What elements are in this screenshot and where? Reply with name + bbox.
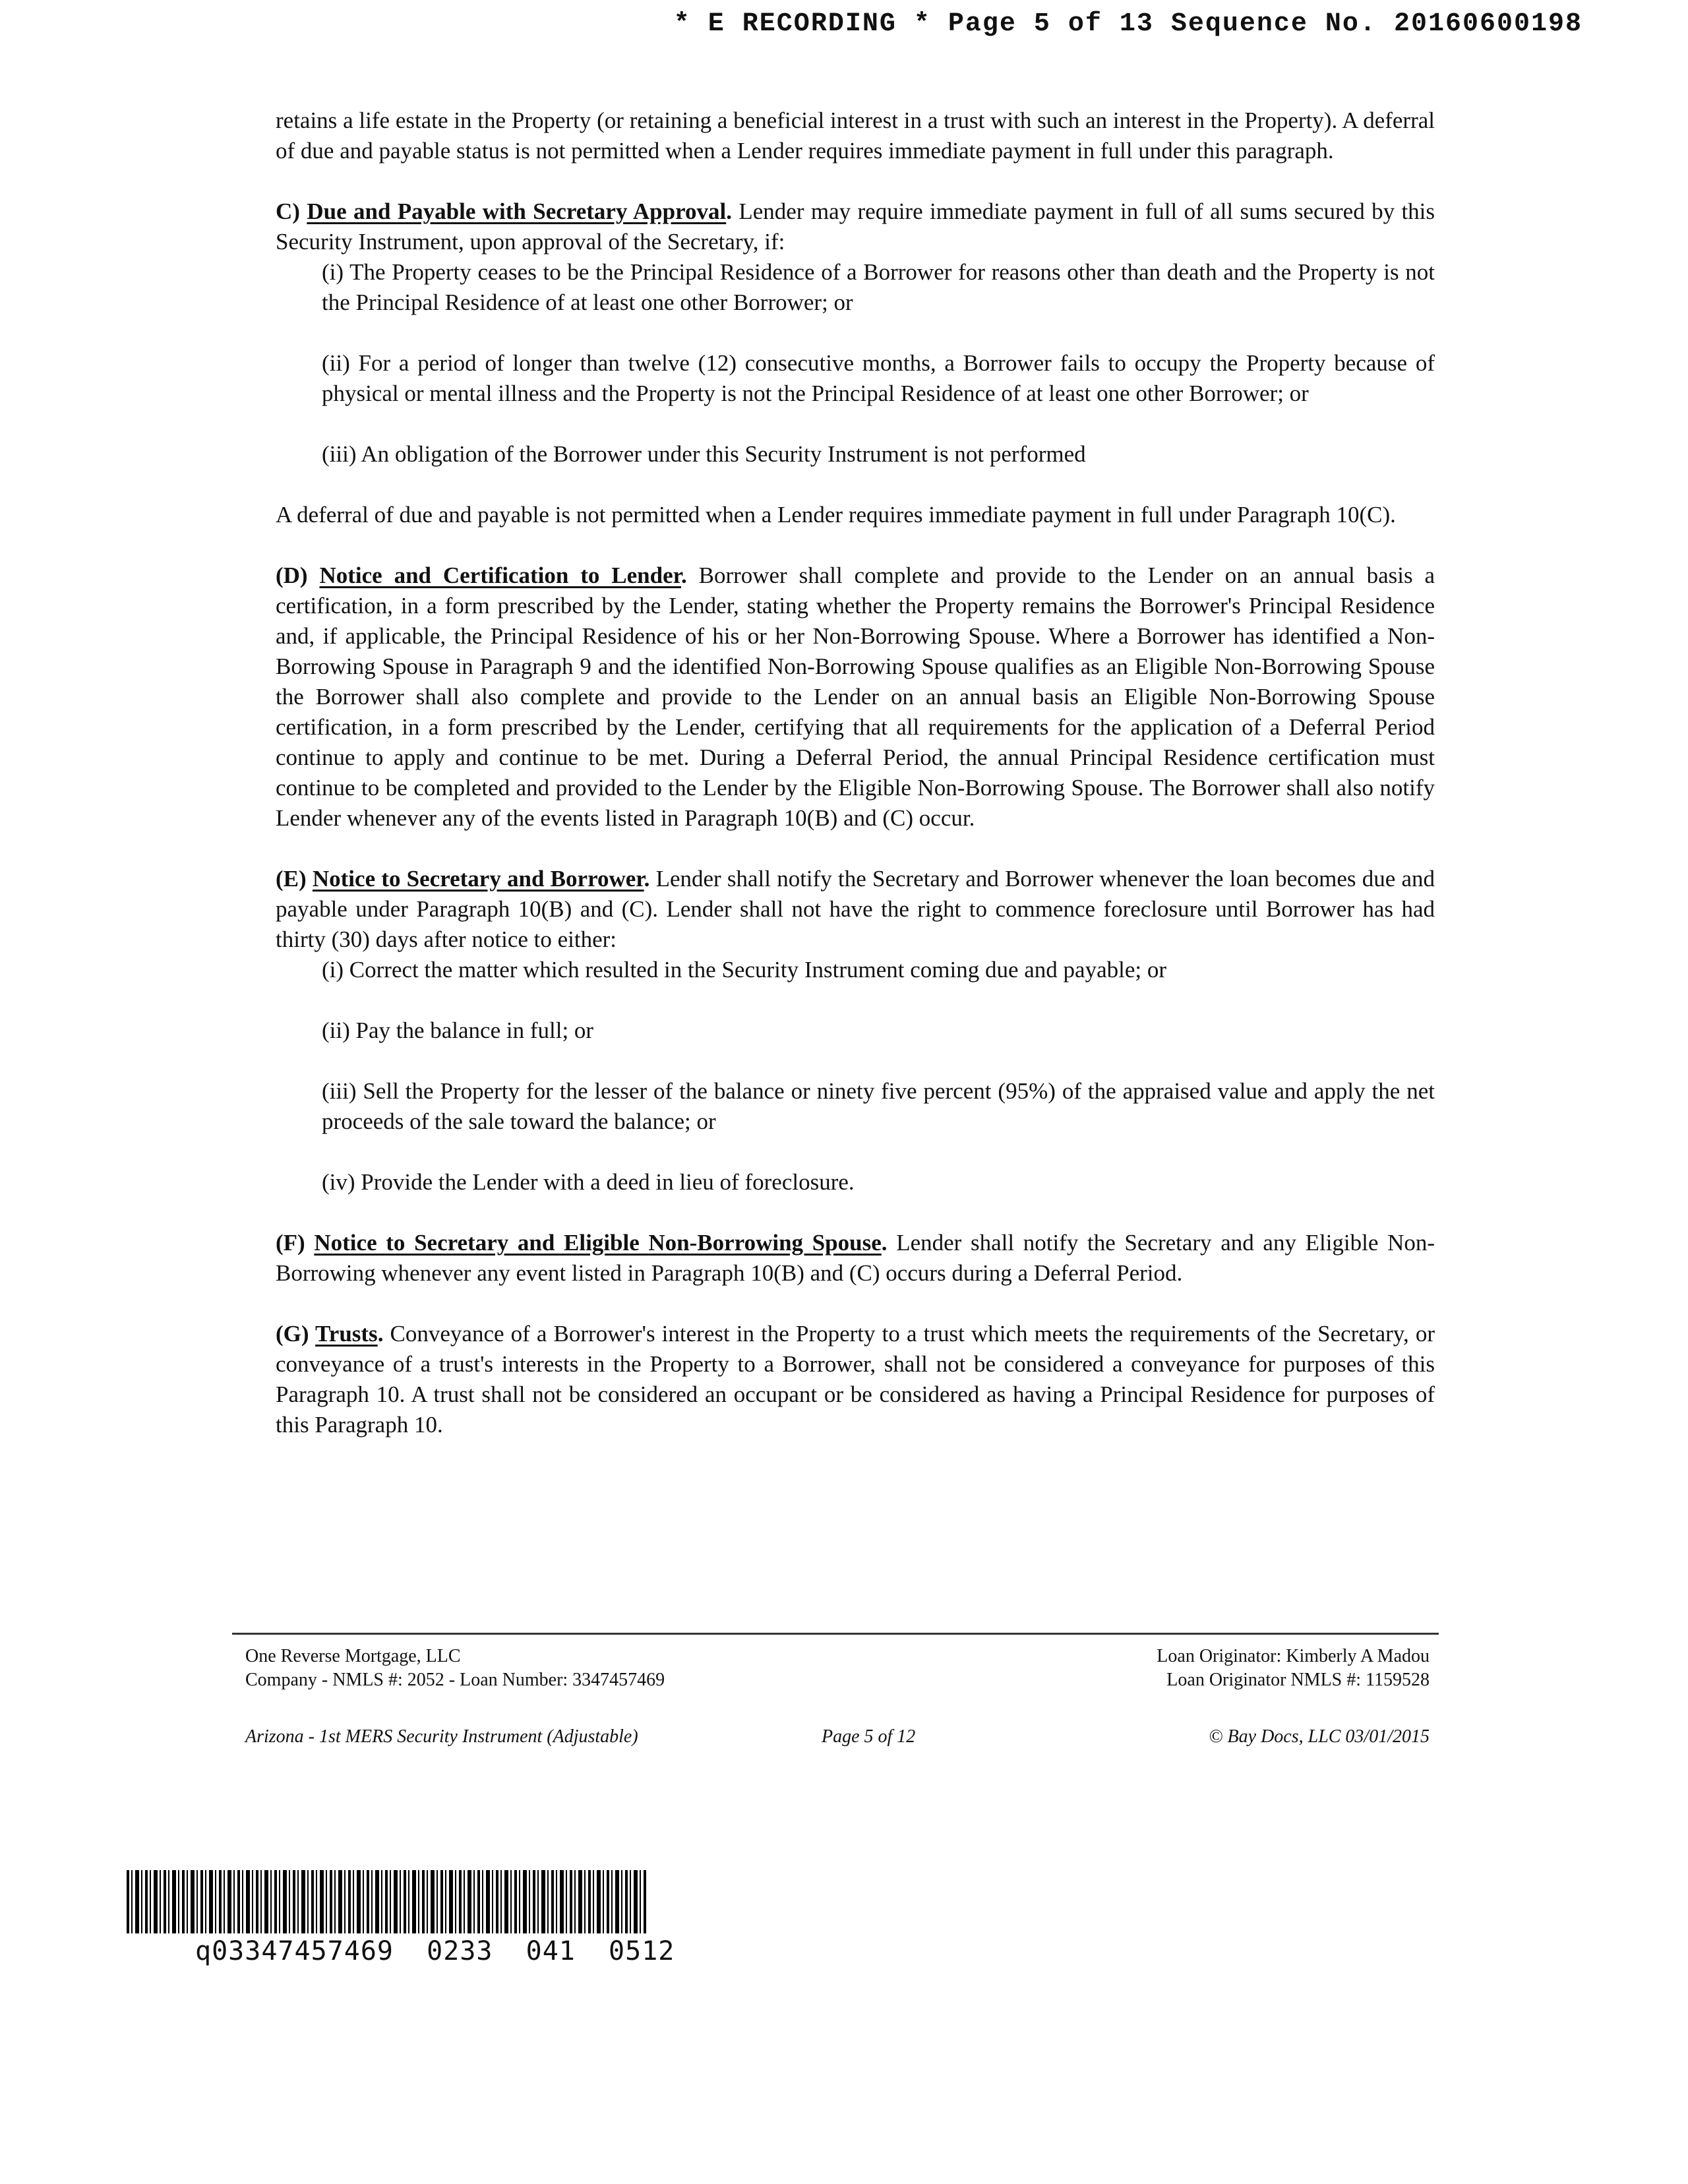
section-c-closing: A deferral of due and payable is not permitted when a Lender requires immediate payment in full under Paragraph 10(C). xyxy=(276,502,1396,528)
section-d-title: Notice and Certification to Lender xyxy=(319,562,681,588)
section-e-title: Notice to Secretary and Borrower xyxy=(312,866,644,892)
section-e: (E) Notice to Secretary and Borrower. Lender shall notify the Secretary and Borrower whenever the loan becomes due and payable under Paragraph 10(B) and (C). Lender shall not have the right to commence foreclosure until Borrower has had thirty (30) days after notice to either: (i) Correct the matter which resulted in the Security Instrument coming due and payable; or (ii) Pay the balance in full; or (iii) Sell the Property for the lesser of the balance or ninety five percent (95%) of the appraised value and apply the net proceeds of the sale toward the balance; or (iv) Provide the Lender with a deed in lieu of foreclosure. xyxy=(276,864,1435,1198)
section-f-text: Lender shall notify the Secretary and any Eligible Non-Borrowing whenever any event listed in Paragraph 10(B) and (C) occurs during a Deferral Period. xyxy=(276,1230,1435,1286)
section-e-list xyxy=(276,955,1435,1198)
list-item: (ii) Pay the balance in full; or xyxy=(322,1017,594,1043)
section-d-label: (D) xyxy=(276,562,308,588)
section-g: (G) Trusts. Conveyance of a Borrower's interest in the Property to a trust which meets the requirements of the Secretary, or conveyance of a trust's interests in the Property to a Borrower, shall not be considered a conveyance for purposes of this Paragraph 10. A trust shall not be considered an occupant or be considered as having a Principal Residence for purposes of this Paragraph 10. xyxy=(276,1321,1435,1438)
barcode-number: q03347457469 0233 041 0512 xyxy=(195,1936,675,1966)
section-c-text: Lender may require immediate payment in full of all sums secured by this Security Instrument, upon approval of the Secretary, if: xyxy=(276,198,1435,255)
section-f-title: Notice to Secretary and Eligible Non-Borrowing Spouse xyxy=(314,1230,882,1256)
list-item: (i) Correct the matter which resulted in the Security Instrument coming due and payable; or xyxy=(322,957,1166,983)
section-c: C) Due and Payable with Secretary Approval. Lender may require immediate payment in full of all sums secured by this Security Instrument, upon approval of the Secretary, if: (i) The Property ceases to be the Principal Residence of a Borrower for reasons other than death and the Property is not the Principal Residence of at least one other Borrower; or (ii) For a period of longer than twelve (12) consecutive months, a Borrower fails to occupy the Property because of physical or mental illness and the Property is not the Principal Residence of at least one other Borrower; or (iii) An obligation of the Borrower under this Security Instrument is not performed xyxy=(276,197,1435,470)
list-item: (ii) For a period of longer than twelve (12) consecutive months, a Borrower fails to occupy the Property because of physical or mental illness and the Property is not the Principal Residence of at least one other Borrower; or xyxy=(322,350,1435,406)
list-item: (i) The Property ceases to be the Principal Residence of a Borrower for reasons other than death and the Property is not the Principal Residence of at least one other Borrower; or xyxy=(322,259,1435,315)
section-f: (F) Notice to Secretary and Eligible Non-Borrowing Spouse. Lender shall notify the Secretary and any Eligible Non-Borrowing whenever any event listed in Paragraph 10(B) and (C) occurs during a Deferral Period. xyxy=(276,1230,1435,1286)
list-item: (iii) An obligation of the Borrower under this Security Instrument is not performed xyxy=(322,441,1086,467)
section-g-label: (G) xyxy=(276,1321,309,1347)
footer-company-block xyxy=(245,1645,665,1692)
section-f-label: (F) xyxy=(276,1230,305,1256)
section-c-label: C) xyxy=(276,198,300,224)
document-body xyxy=(276,106,1435,1440)
barcode-image xyxy=(127,1870,648,1933)
page-number: Page 5 of 12 xyxy=(822,1726,916,1747)
company-name: One Reverse Mortgage, LLC xyxy=(245,1646,461,1666)
section-e-text: Lender shall notify the Secretary and Borrower whenever the loan becomes due and payable under Paragraph 10(B) and (C). Lender shall not have the right to commence foreclosure until Borrower has had thirty (30) days after notice to either: xyxy=(276,866,1435,952)
list-item: (iii) Sell the Property for the lesser of the balance or ninety five percent (95%) of the appraised value and apply the net proceeds of the sale toward the balance; or xyxy=(322,1078,1435,1134)
section-d-text: Borrower shall complete and provide to the Lender on an annual basis a certification, in a form prescribed by the Lender, stating whether the Property remains the Borrower's Principal Residence and, if applicable, the Principal Residence of his or her Non-Borrowing Spouse. Where a Borrower has identified a Non-Borrowing Spouse in Paragraph 9 and the identified Non-Borrowing Spouse qualifies as an Eligible Non-Borrowing Spouse the Borrower shall also complete and provide to the Lender on an annual basis an Eligible Non-Borrowing Spouse certification, in a form prescribed by the Lender, certifying that all requirements for the application of a Deferral Period continue to apply and continue to be met. During a Deferral Period, the annual Principal Residence certification must continue to be completed and provided to the Lender by the Eligible Non-Borrowing Spouse. The Borrower shall also notify Lender whenever any of the events listed in Paragraph 10(B) and (C) occur. xyxy=(276,562,1435,831)
section-g-text: Conveyance of a Borrower's interest in the Property to a trust which meets the requirements of the Secretary, or conveyance of a trust's interests in the Property to a Borrower, shall not be considered a conveyance for purposes of this Paragraph 10. A trust shall not be considered an occupant or be considered as having a Principal Residence for purposes of this Paragraph 10. xyxy=(276,1321,1435,1438)
recording-header: * E RECORDING * Page 5 of 13 Sequence No. 20160600198 xyxy=(673,9,1582,39)
section-c-title: Due and Payable with Secretary Approval xyxy=(307,198,727,224)
company-loan-line: Company - NMLS #: 2052 - Loan Number: 3347457469 xyxy=(245,1670,665,1690)
loan-originator: Loan Originator: Kimberly A Madou xyxy=(1157,1646,1430,1666)
footer-originator-block xyxy=(1157,1645,1430,1692)
section-e-label: (E) xyxy=(276,866,307,892)
footer-divider xyxy=(232,1633,1439,1635)
intro-paragraph: retains a life estate in the Property (or retaining a beneficial interest in a trust with such an interest in the Property). A deferral of due and payable status is not permitted when a Lender requires immediate payment in full under this paragraph. xyxy=(276,107,1435,164)
form-name: Arizona - 1st MERS Security Instrument (Adjustable) xyxy=(245,1726,638,1747)
section-g-title: Trusts xyxy=(315,1321,378,1347)
list-item: (iv) Provide the Lender with a deed in lieu of foreclosure. xyxy=(322,1169,855,1195)
loan-originator-nmls: Loan Originator NMLS #: 1159528 xyxy=(1166,1670,1430,1690)
copyright: © Bay Docs, LLC 03/01/2015 xyxy=(1209,1726,1430,1747)
section-c-list xyxy=(276,257,1435,470)
section-d: (D) Notice and Certification to Lender. Borrower shall complete and provide to the Lender on an annual basis a certification, in a form prescribed by the Lender, stating whether the Property remains the Borrower's Principal Residence and, if applicable, the Principal Residence of his or her Non-Borrowing Spouse. Where a Borrower has identified a Non-Borrowing Spouse in Paragraph 9 and the identified Non-Borrowing Spouse qualifies as an Eligible Non-Borrowing Spouse the Borrower shall also complete and provide to the Lender on an annual basis an Eligible Non-Borrowing Spouse certification, in a form prescribed by the Lender, certifying that all requirements for the application of a Deferral Period continue to apply and continue to be met. During a Deferral Period, the annual Principal Residence certification must continue to be completed and provided to the Lender by the Eligible Non-Borrowing Spouse. The Borrower shall also notify Lender whenever any of the events listed in Paragraph 10(B) and (C) occur. xyxy=(276,562,1435,831)
